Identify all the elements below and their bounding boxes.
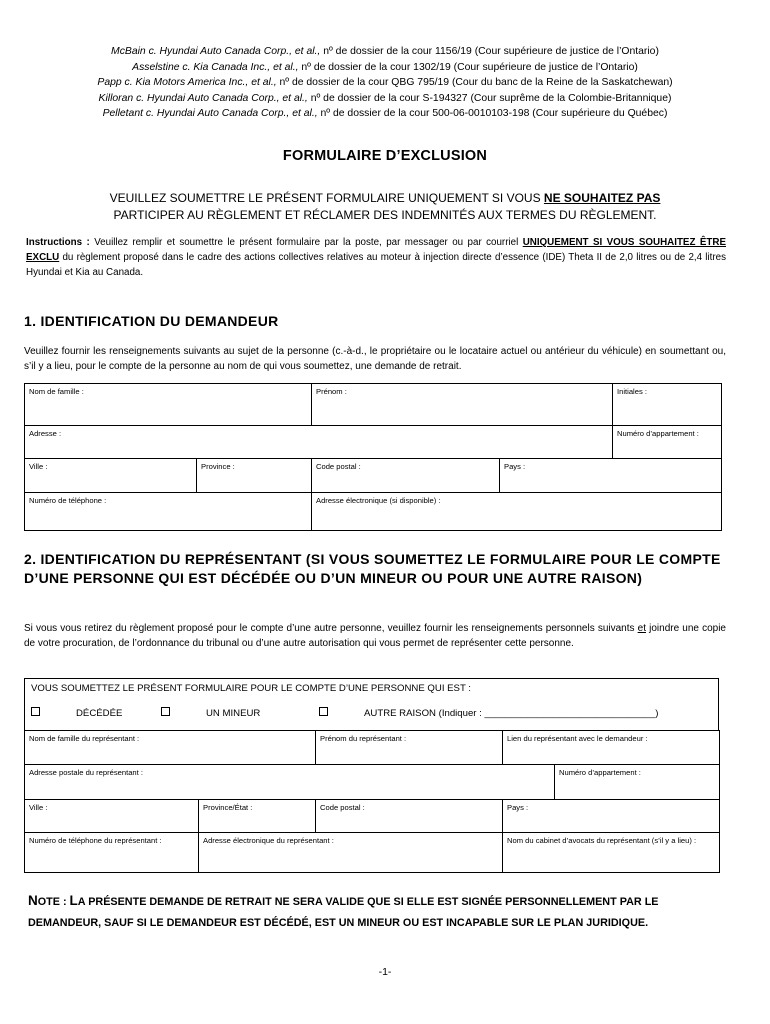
section1-heading: 1. IDENTIFICATION DU DEMANDEUR	[24, 313, 279, 329]
rep-city-field[interactable]: Ville :	[25, 800, 199, 833]
section2-heading: 2. IDENTIFICATION DU REPRÉSENTANT (SI VOUS SOUMETTEZ LE FORMULAIRE POUR LE COMPTE D’UNE PERSONNE QUI EST DÉCÉDÉE OU D’UN MINEUR OU POUR UNE AUTRE RAISON)	[24, 551, 721, 586]
phone-field[interactable]: Numéro de téléphone :	[25, 493, 312, 531]
case-line: Asselstine c. Kia Canada Inc., et al., nº de dossier de la cour 1302/19 (Cour supérieure de justice de l’Ontario)	[132, 61, 638, 73]
initials-field[interactable]: Initiales :	[613, 384, 722, 426]
case-line: McBain c. Hyundai Auto Canada Corp., et al., nº de dossier de la cour 1156/19 (Cour supérieure de justice de l’Ontario)	[111, 46, 659, 57]
rep-phone-field[interactable]: Numéro de téléphone du représentant :	[25, 833, 199, 873]
rep-country-field[interactable]: Pays :	[503, 800, 720, 833]
rep-apartment-field[interactable]: Numéro d’appartement :	[555, 765, 720, 800]
rep-address-field[interactable]: Adresse postale du représentant :	[25, 765, 555, 800]
page-number: -1-	[378, 966, 392, 978]
checkbox-minor[interactable]	[161, 707, 170, 716]
rep-first-name-field[interactable]: Prénom du représentant :	[316, 731, 503, 765]
rep-last-name-field[interactable]: Nom de famille du représentant :	[25, 731, 316, 765]
page-title: FORMULAIRE D’EXCLUSION	[282, 148, 488, 164]
option-deceased[interactable]: DÉCÉDÉE	[31, 707, 122, 719]
country-field[interactable]: Pays :	[500, 459, 722, 493]
warning-text: VEUILLEZ SOUMETTRE LE PRÉSENT FORMULAIRE UNIQUEMENT SI VOUS NE SOUHAITEZ PAS PARTICIPER AU RÈGLEMENT ET RÉCLAMER DES INDEMNITÉS AUX TERMES DU RÈGLEMENT.	[109, 191, 661, 222]
email-field[interactable]: Adresse électronique (si disponible) :	[312, 493, 722, 531]
instructions-label: Instructions :	[26, 237, 90, 248]
postal-code-field[interactable]: Code postal :	[312, 459, 500, 493]
section2-paragraph: Si vous vous retirez du règlement proposé pour le compte d’une autre personne, veuillez fournir les renseignements personnels suivants et joindre une copie de votre procuration, de l’ordonnance du tribunal ou d’une autre autorisation qui vous permet de représenter cette personne.	[24, 623, 726, 649]
option-other[interactable]: AUTRE RAISON (Indiquer : ________________________________)	[319, 707, 658, 719]
rep-law-firm-field[interactable]: Nom du cabinet d’avocats du représentant (s’il y a lieu) :	[503, 833, 720, 873]
rep-province-field[interactable]: Province/État :	[199, 800, 316, 833]
rep-postal-code-field[interactable]: Code postal :	[316, 800, 503, 833]
first-name-field[interactable]: Prénom :	[312, 384, 613, 426]
apartment-field[interactable]: Numéro d’appartement :	[613, 426, 722, 459]
rep-relationship-field[interactable]: Lien du représentant avec le demandeur :	[503, 731, 720, 765]
case-line: Killoran c. Hyundai Auto Canada Corp., et al., nº de dossier de la cour S-194327 (Cour suprême de la Colombie-Britannique)	[98, 92, 672, 104]
rep-email-field[interactable]: Adresse électronique du représentant :	[199, 833, 503, 873]
checkbox-other[interactable]	[319, 707, 328, 716]
city-field[interactable]: Ville :	[25, 459, 197, 493]
last-name-field[interactable]: Nom de famille :	[25, 384, 312, 426]
case-line: Pelletant c. Hyundai Auto Canada Corp., et al., nº de dossier de la cour 500-06-0010103-198 (Cour supérieure du Québec)	[102, 108, 668, 120]
case-list	[0, 44, 770, 122]
section1-paragraph: Veuillez fournir les renseignements suivants au sujet de la personne (c.-à-d., le propriétaire ou le locataire actuel ou antérieur du véhicule) en soumettant ou, s’il y a lieu, pour le compte de la personne au nom de qui vous soumettez, une demande de retrait.	[24, 346, 726, 372]
representative-form	[24, 730, 720, 873]
representation-reason-box	[24, 678, 719, 730]
province-field[interactable]: Province :	[197, 459, 312, 493]
checkbox-deceased[interactable]	[31, 707, 40, 716]
case-line: Papp c. Kia Motors America Inc., et al., nº de dossier de la cour QBG 795/19 (Cour du banc de la Reine de la Saskatchewan)	[97, 77, 673, 89]
option-minor[interactable]: UN MINEUR	[161, 707, 260, 719]
note-text: NOTE : LA PRÉSENTE DEMANDE DE RETRAIT NE SERA VALIDE QUE SI ELLE EST SIGNÉE PERSONNELLEMENT PAR LE DEMANDEUR, SAUF SI LE DEMANDEUR EST DÉCÉDÉ, EST UN MINEUR OU EST INCAPABLE SUR LE PLAN JURIDIQUE.	[28, 893, 659, 929]
claimant-form	[24, 383, 722, 531]
address-field[interactable]: Adresse :	[25, 426, 613, 459]
instructions: Instructions : Veuillez remplir et soumettre le présent formulaire par la poste, par messager ou par courriel UNIQUEMENT SI VOUS SOUHAITEZ ÊTRE EXCLU du règlement proposé dans le cadre des actions collectives relatives au moteur à injection directe d’essence (IDE) Theta II de 2,0 litres ou de 2,4 litres Hyundai et Kia au Canada.	[26, 237, 726, 278]
warning-emphasis: NE SOUHAITEZ PAS	[543, 191, 661, 205]
representation-question: VOUS SOUMETTEZ LE PRÉSENT FORMULAIRE POUR LE COMPTE D’UNE PERSONNE QUI EST :	[31, 683, 471, 694]
